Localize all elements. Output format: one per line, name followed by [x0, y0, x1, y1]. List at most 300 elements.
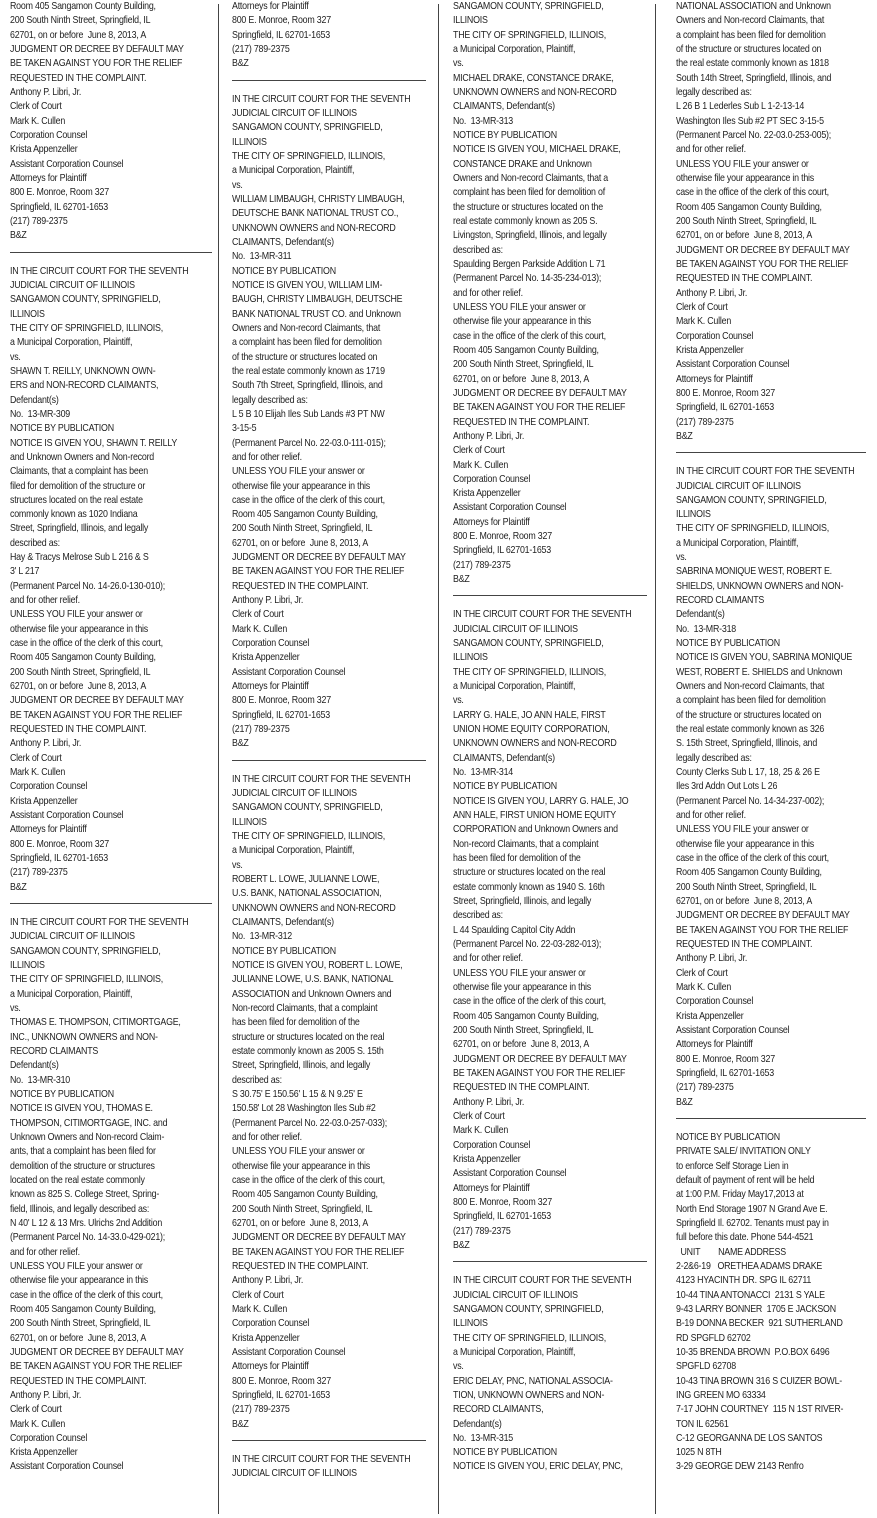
notice-line: vs.	[676, 552, 687, 564]
notice-line: NOTICE BY PUBLICATION	[453, 781, 557, 793]
notice-line: UNKNOWN OWNERS and NON-RECORD	[453, 738, 617, 750]
notice-line: Livingston, Springfield, Illinois, and legally	[453, 230, 607, 242]
notice-line: Unknown Owners and Non-record Claim-	[10, 1131, 165, 1143]
notice-line: Iles 3rd Addn Out Lots L 26	[676, 781, 778, 793]
notice-line: Anthony P. Libri, Jr.	[676, 953, 748, 965]
notice-line: Krista Appenzeller	[232, 652, 300, 664]
notice-line: 800 E. Monroe, Room 327	[232, 15, 331, 27]
notice-line: otherwise file your appearance in this	[676, 838, 815, 850]
notice-line: JUDGMENT OR DECREE BY DEFAULT MAY	[10, 695, 184, 707]
notice-line: JUDICIAL CIRCUIT OF ILLINOIS	[232, 107, 357, 119]
notice-line: a Municipal Corporation, Plaintiff,	[676, 537, 799, 549]
notice-divider	[676, 452, 866, 453]
notice-line: UNION HOME EQUITY CORPORATION,	[453, 724, 610, 736]
notice-line: NOTICE IS GIVEN YOU, LARRY G. HALE, JO	[453, 795, 629, 807]
notice-line: UNLESS YOU FILE your answer or	[232, 1146, 365, 1158]
notice-line: Krista Appenzeller	[676, 344, 744, 356]
notice-line: JUDGMENT OR DECREE BY DEFAULT MAY	[453, 387, 627, 399]
notice-line: Assistant Corporation Counsel	[453, 1168, 567, 1180]
notice-line: South 14th Street, Springfield, Illinois, and	[676, 72, 832, 84]
notice-line: described as:	[453, 244, 503, 256]
notice-line: L 5 B 10 Elijah Iles Sub Lands #3 PT NW	[232, 408, 385, 420]
notice-line: 800 E. Monroe, Room 327	[10, 187, 109, 199]
notice-line: IN THE CIRCUIT COURT FOR THE SEVENTH	[232, 1453, 411, 1465]
notice-line: No. 13-MR-314	[453, 767, 513, 779]
notice-line: JUDGMENT OR DECREE BY DEFAULT MAY	[676, 910, 850, 922]
notice-line: 62701, on or before June 8, 2013, A	[10, 1332, 147, 1344]
notice-line: 62701, on or before June 8, 2013, A	[232, 1217, 369, 1229]
notice-line: JUDICIAL CIRCUIT OF ILLINOIS	[232, 1468, 357, 1480]
notice-line: filed for demolition of the structure or	[10, 480, 146, 492]
notice-line: 62701, on or before June 8, 2013, A	[676, 896, 813, 908]
notice-line: (Permanent Parcel No. 22-03.0-111-015);	[232, 437, 386, 449]
notice-line: Krista Appenzeller	[232, 1332, 300, 1344]
notice-line: Attorneys for Plaintiff	[676, 1039, 753, 1051]
notice-line: Defendant(s)	[10, 1060, 59, 1072]
notice-line: RD SPGFLD 62702	[676, 1332, 751, 1344]
notice-line: case in the office of the clerk of this court,	[676, 187, 829, 199]
notice-line: Clerk of Court	[10, 752, 62, 764]
notice-line: case in the office of the clerk of this court,	[10, 638, 163, 650]
notice-line: (217) 789-2375	[453, 1225, 511, 1237]
legal-notice	[232, 1453, 426, 1482]
notice-line: 800 E. Monroe, Room 327	[676, 387, 775, 399]
notice-line: No. 13-MR-309	[10, 408, 70, 420]
notice-line: SANGAMON COUNTY, SPRINGFIELD,	[10, 294, 161, 306]
notice-line: Springfield, IL 62701-1653	[676, 402, 774, 414]
notice-line: Attorneys for Plaintiff	[676, 373, 753, 385]
notice-line: JULIANNE LOWE, U.S. BANK, NATIONAL	[232, 974, 394, 986]
notice-line: 800 E. Monroe, Room 327	[232, 1375, 331, 1387]
notice-line: Krista Appenzeller	[453, 488, 521, 500]
notice-line: ERIC DELAY, PNC, NATIONAL ASSOCIA-	[453, 1375, 613, 1387]
notice-line: Anthony P. Libri, Jr.	[10, 86, 82, 98]
notice-line: B&Z	[453, 574, 470, 586]
notice-line: vs.	[232, 179, 243, 191]
notice-divider	[232, 760, 426, 761]
notice-line: 62701, on or before June 8, 2013, A	[676, 230, 813, 242]
notice-line: and for other relief.	[10, 595, 80, 607]
notice-line: otherwise file your appearance in this	[10, 623, 149, 635]
notice-line: Attorneys for Plaintiff	[232, 1, 309, 12]
notice-line: 62701, on or before June 8, 2013, A	[10, 29, 147, 41]
notice-line: South 7th Street, Springfield, Illinois, and	[232, 380, 383, 392]
notice-line: REQUESTED IN THE COMPLAINT.	[453, 416, 590, 428]
notice-line: Corporation Counsel	[232, 638, 310, 650]
notice-line: case in the office of the clerk of this court,	[676, 853, 829, 865]
notice-line: Assistant Corporation Counsel	[10, 1461, 124, 1473]
notice-line: Street, Springfield, Illinois, and legally	[232, 1060, 371, 1072]
notice-line: REQUESTED IN THE COMPLAINT.	[453, 1082, 590, 1094]
column-3	[453, 0, 647, 1518]
notice-line: Assistant Corporation Counsel	[10, 158, 124, 170]
notice-line: SANGAMON COUNTY, SPRINGFIELD,	[232, 122, 383, 134]
notice-line: (217) 789-2375	[676, 1082, 734, 1094]
notice-line: NOTICE BY PUBLICATION	[232, 945, 336, 957]
notice-line: REQUESTED IN THE COMPLAINT.	[676, 273, 813, 285]
notice-line: Anthony P. Libri, Jr.	[676, 287, 748, 299]
notice-line: ILLINOIS	[232, 136, 267, 148]
legal-notice	[10, 265, 212, 895]
notice-line: IN THE CIRCUIT COURT FOR THE SEVENTH	[453, 1275, 632, 1287]
notice-line: Owners and Non-record Claimants, that a	[453, 172, 609, 184]
notice-line: ILLINOIS	[453, 652, 488, 664]
notice-line: and for other relief.	[453, 953, 523, 965]
notice-line: IN THE CIRCUIT COURT FOR THE SEVENTH	[232, 93, 411, 105]
notice-line: commonly known as 1020 Indiana	[10, 509, 138, 521]
notice-line: and for other relief.	[10, 1246, 80, 1258]
notice-line: vs.	[10, 351, 21, 363]
notice-line: estate commonly known as 1940 S. 16th	[453, 881, 605, 893]
notice-line: described as:	[10, 537, 60, 549]
notice-line: JUDICIAL CIRCUIT OF ILLINOIS	[232, 788, 357, 800]
notice-divider	[453, 1261, 647, 1262]
notice-line: BE TAKEN AGAINST YOU FOR THE RELIEF	[232, 1246, 405, 1258]
legal-notice	[10, 916, 212, 1475]
column-divider	[655, 4, 656, 1514]
notice-line: JUDICIAL CIRCUIT OF ILLINOIS	[10, 931, 135, 943]
notice-line: and for other relief.	[232, 451, 302, 463]
notice-line: REQUESTED IN THE COMPLAINT.	[10, 724, 147, 736]
notice-line: 1025 N 8TH	[676, 1447, 722, 1459]
notice-line: to enforce Self Storage Lien in	[676, 1160, 789, 1172]
notice-line: Clerk of Court	[10, 1404, 62, 1416]
column-1	[10, 0, 212, 1518]
notice-line: 200 South Ninth Street, Springfield, IL	[453, 1024, 594, 1036]
notice-line: Corporation Counsel	[676, 996, 754, 1008]
notice-line: Mark K. Cullen	[232, 623, 288, 635]
legal-notice	[232, 0, 426, 72]
notice-line: Assistant Corporation Counsel	[676, 359, 790, 371]
notice-line: NOTICE IS GIVEN YOU, ROBERT L. LOWE,	[232, 960, 403, 971]
notice-line: DEUTSCHE BANK NATIONAL TRUST CO.,	[232, 208, 399, 220]
legal-notice	[676, 1131, 866, 1475]
notice-line: Room 405 Sangamon County Building,	[10, 652, 156, 664]
notice-line: (217) 789-2375	[232, 43, 290, 55]
notice-line: a complaint has been filed for demolition	[232, 337, 382, 349]
legal-notice	[453, 608, 647, 1253]
notice-line: the real estate commonly known as 1818	[676, 58, 829, 70]
notice-line: a Municipal Corporation, Plaintiff,	[453, 1346, 576, 1358]
notice-line: NOTICE BY PUBLICATION	[232, 265, 336, 277]
notice-line: 200 South Ninth Street, Springfield, IL	[676, 215, 817, 227]
notice-line: full before this date. Phone 544-4521	[676, 1232, 814, 1244]
notice-line: UNKNOWN OWNERS and NON-RECORD	[232, 222, 396, 234]
notice-line: BE TAKEN AGAINST YOU FOR THE RELIEF	[232, 566, 405, 578]
notice-line: No. 13-MR-315	[453, 1432, 513, 1444]
notice-line: CLAIMANTS, Defendant(s)	[232, 236, 334, 248]
notice-line: estate commonly known as 2005 S. 15th	[232, 1045, 384, 1057]
notice-line: (217) 789-2375	[676, 416, 734, 428]
notice-line: 200 South Ninth Street, Springfield, IL	[10, 1318, 151, 1330]
notice-line: UNLESS YOU FILE your answer or	[453, 967, 586, 979]
notice-line: 200 South Ninth Street, Springfield, IL	[453, 359, 594, 371]
notice-line: located on the real estate commonly	[10, 1174, 145, 1186]
notice-line: S 30.75' E 150.56' L 15 & N 9.25' E	[232, 1088, 363, 1100]
notice-line: Corporation Counsel	[453, 473, 531, 485]
notice-line: Attorneys for Plaintiff	[453, 1182, 530, 1194]
notice-line: a complaint has been filed for demolition	[676, 695, 826, 707]
notice-line: BE TAKEN AGAINST YOU FOR THE RELIEF	[453, 1067, 626, 1079]
notice-line: JUDICIAL CIRCUIT OF ILLINOIS	[10, 279, 135, 291]
notice-line: Owners and Non-record Claimants, that	[232, 322, 381, 334]
notice-line: otherwise file your appearance in this	[10, 1275, 149, 1287]
notice-line: JUDICIAL CIRCUIT OF ILLINOIS	[453, 1289, 578, 1301]
notice-line: No. 13-MR-313	[453, 115, 513, 127]
notice-line: BE TAKEN AGAINST YOU FOR THE RELIEF	[676, 258, 849, 270]
notice-line: Anthony P. Libri, Jr.	[10, 1389, 82, 1401]
notice-line: has been filed for demolition of the	[232, 1017, 360, 1029]
notice-line: SPGFLD 62708	[676, 1361, 736, 1373]
notice-line: ILLINOIS	[232, 816, 267, 828]
notice-line: (217) 789-2375	[232, 724, 290, 736]
notice-line: the structure or structures located on the	[453, 201, 603, 213]
notice-line: JUDGMENT OR DECREE BY DEFAULT MAY	[10, 1346, 184, 1358]
notice-line: THE CITY OF SPRINGFIELD, ILLINOIS,	[10, 322, 163, 334]
notice-line: a Municipal Corporation, Plaintiff,	[453, 681, 576, 693]
notice-line: SANGAMON COUNTY, SPRINGFIELD,	[453, 1303, 604, 1315]
notice-line: REQUESTED IN THE COMPLAINT.	[232, 580, 369, 592]
notice-line: B-19 DONNA BECKER 921 SUTHERLAND	[676, 1318, 843, 1330]
notice-line: UNLESS YOU FILE your answer or	[453, 301, 586, 313]
notice-line: Springfield, IL 62701-1653	[453, 545, 551, 557]
notice-line: of the structure or structures located on	[676, 709, 822, 721]
notice-line: Corporation Counsel	[676, 330, 754, 342]
legal-notice	[232, 773, 426, 1432]
notice-line: 9-43 LARRY BONNER 1705 E JACKSON	[676, 1303, 836, 1315]
notice-divider	[232, 1440, 426, 1441]
notice-line: Anthony P. Libri, Jr.	[10, 738, 82, 750]
notice-line: ANN HALE, FIRST UNION HOME EQUITY	[453, 810, 616, 822]
notice-line: Room 405 Sangamon County Building,	[453, 344, 599, 356]
notice-line: ILLINOIS	[453, 15, 488, 27]
notice-line: Attorneys for Plaintiff	[232, 681, 309, 693]
notice-line: BE TAKEN AGAINST YOU FOR THE RELIEF	[10, 1361, 183, 1373]
notice-line: Non-record Claimants, that a complaint	[453, 838, 599, 850]
notice-line: ERS and NON-RECORD CLAIMANTS,	[10, 380, 159, 392]
notice-line: RECORD CLAIMANTS	[676, 595, 765, 607]
notice-line: NOTICE BY PUBLICATION	[676, 638, 780, 650]
notice-line: Clerk of Court	[453, 445, 505, 457]
notice-line: (Permanent Parcel No. 14-35-234-013);	[453, 273, 602, 285]
notice-line: JUDGMENT OR DECREE BY DEFAULT MAY	[232, 1232, 406, 1244]
notice-line: ROBERT L. LOWE, JULIANNE LOWE,	[232, 874, 380, 886]
notice-line: structures located on the real estate	[10, 494, 143, 506]
notice-line: B&Z	[232, 58, 249, 70]
notice-line: (217) 789-2375	[232, 1404, 290, 1416]
notice-line: ILLINOIS	[453, 1318, 488, 1330]
notice-line: Room 405 Sangamon County Building,	[676, 867, 822, 879]
legal-notice	[676, 465, 866, 1110]
notice-line: otherwise file your appearance in this	[453, 981, 592, 993]
notice-line: (217) 789-2375	[10, 867, 68, 879]
notice-line: ILLINOIS	[10, 960, 45, 971]
notice-line: Clerk of Court	[453, 1110, 505, 1122]
notice-line: THE CITY OF SPRINGFIELD, ILLINOIS,	[232, 150, 385, 162]
notice-line: JUDICIAL CIRCUIT OF ILLINOIS	[453, 623, 578, 635]
notice-line: Room 405 Sangamon County Building,	[453, 1010, 599, 1022]
notice-line: NOTICE BY PUBLICATION	[453, 129, 557, 141]
notice-line: (Permanent Parcel No. 14-26.0-130-010);	[10, 580, 166, 592]
notice-line: U.S. BANK, NATIONAL ASSOCIATION,	[232, 888, 382, 900]
notice-line: of the structure or structures located on	[232, 351, 378, 363]
notice-line: otherwise file your appearance in this	[232, 1160, 371, 1172]
notice-line: legally described as:	[232, 394, 308, 406]
notice-line: CONSTANCE DRAKE and Unknown	[453, 158, 592, 170]
column-divider	[438, 4, 439, 1514]
notice-line: NOTICE IS GIVEN YOU, ERIC DELAY, PNC,	[453, 1461, 623, 1473]
notice-line: case in the office of the clerk of this court,	[453, 330, 606, 342]
notice-line: Owners and Non-record Claimants, that	[676, 15, 825, 27]
notice-line: BE TAKEN AGAINST YOU FOR THE RELIEF	[10, 709, 183, 721]
notice-line: (Permanent Parcel No. 22-03.0-253-005);	[676, 129, 832, 141]
notice-line: field, Illinois, and legally described as:	[10, 1203, 150, 1215]
notice-line: has been filed for demolition of the	[453, 853, 581, 865]
column-divider	[218, 4, 219, 1514]
notice-line: UNLESS YOU FILE your answer or	[10, 1260, 143, 1272]
notice-line: Springfield, IL 62701-1653	[10, 853, 108, 865]
notice-line: REQUESTED IN THE COMPLAINT.	[676, 939, 813, 950]
notice-line: UNLESS YOU FILE your answer or	[10, 609, 143, 621]
notice-line: described as:	[232, 1074, 282, 1086]
notice-line: SHAWN T. REILLY, UNKNOWN OWN-	[10, 365, 156, 377]
notice-line: Clerk of Court	[232, 1289, 284, 1301]
notice-line: Street, Springfield, Illinois, and legally	[10, 523, 149, 535]
notice-line: at 1:00 P.M. Friday May17,2013 at	[676, 1189, 804, 1201]
notice-line: Defendant(s)	[10, 394, 59, 406]
notice-line: and for other relief.	[676, 144, 746, 156]
notice-line: Mark K. Cullen	[676, 316, 732, 328]
notice-line: No. 13-MR-310	[10, 1074, 70, 1086]
notice-line: Anthony P. Libri, Jr.	[232, 1275, 304, 1287]
notice-line: Springfield, IL 62701-1653	[232, 709, 330, 721]
notice-line: B&Z	[232, 738, 249, 750]
notice-line: JUDGMENT OR DECREE BY DEFAULT MAY	[676, 244, 850, 256]
notice-line: NOTICE BY PUBLICATION	[676, 1131, 780, 1143]
notice-line: Springfield, IL 62701-1653	[10, 201, 108, 213]
notice-line: REQUESTED IN THE COMPLAINT.	[232, 1260, 369, 1272]
notice-line: 800 E. Monroe, Room 327	[232, 695, 331, 707]
notice-divider	[676, 1118, 866, 1119]
notice-line: (Permanent Parcel No. 14-34-237-002);	[676, 795, 825, 807]
notice-divider	[453, 595, 647, 596]
notice-line: Krista Appenzeller	[10, 795, 78, 807]
notice-line: (Permanent Parcel No. 22-03.0-257-033);	[232, 1117, 388, 1129]
notice-line: Mark K. Cullen	[10, 1418, 66, 1430]
notice-line: INC., UNKNOWN OWNERS and NON-	[10, 1031, 158, 1043]
notice-line: vs.	[232, 859, 243, 871]
notice-line: UNIT NAME ADDRESS	[676, 1246, 786, 1258]
notice-line: SABRINA MONIQUE WEST, ROBERT E.	[676, 566, 832, 578]
notice-line: vs.	[453, 695, 464, 707]
notice-line: Mark K. Cullen	[453, 1125, 509, 1137]
notice-line: Attorneys for Plaintiff	[10, 172, 87, 184]
notice-line: THE CITY OF SPRINGFIELD, ILLINOIS,	[676, 523, 829, 535]
notice-line: B&Z	[453, 1239, 470, 1251]
notice-line: ASSOCIATION and Unknown Owners and	[232, 988, 392, 1000]
notice-line: 10-44 TINA ANTONACCI 2131 S YALE	[676, 1289, 825, 1301]
notice-line: North End Storage 1907 N Grand Ave E.	[676, 1203, 828, 1215]
notice-line: Room 405 Sangamon County Building,	[10, 1303, 156, 1315]
notice-line: a complaint has been filed for demolition	[676, 29, 826, 41]
notice-line: BE TAKEN AGAINST YOU FOR THE RELIEF	[453, 402, 626, 414]
notice-line: 200 South Ninth Street, Springfield, IL	[10, 666, 151, 678]
notice-line: Clerk of Court	[676, 967, 728, 979]
notice-line: Mark K. Cullen	[453, 459, 509, 471]
notice-line: (Permanent Parcel No. 14-33.0-429-021);	[10, 1232, 166, 1244]
notice-line: NOTICE IS GIVEN YOU, SABRINA MONIQUE	[676, 652, 853, 664]
notice-line: Springfield, IL 62701-1653	[232, 1389, 330, 1401]
notice-line: vs.	[453, 58, 464, 70]
notice-line: the real estate commonly known as 326	[676, 724, 825, 736]
notice-line: Mark K. Cullen	[10, 767, 66, 779]
notice-line: UNKNOWN OWNERS and NON-RECORD	[232, 902, 396, 914]
notice-line: Hay & Tracys Melrose Sub L 216 & S	[10, 552, 149, 564]
notice-line: 10-35 BRENDA BROWN P.O.BOX 6496	[676, 1346, 830, 1358]
notice-line: N 40' L 12 & 13 Mrs. Ulrichs 2nd Addition	[10, 1217, 163, 1229]
notice-line: otherwise file your appearance in this	[453, 316, 592, 328]
notice-line: THOMPSON, CITIMORTGAGE, INC. and	[10, 1117, 168, 1129]
notice-line: THE CITY OF SPRINGFIELD, ILLINOIS,	[453, 29, 606, 41]
notice-line: THE CITY OF SPRINGFIELD, ILLINOIS,	[10, 974, 163, 986]
notice-line: default of payment of rent will be held	[676, 1174, 815, 1186]
notice-line: Street, Springfield, Illinois, and legally	[453, 896, 592, 908]
notice-line: CORPORATION and Unknown Owners and	[453, 824, 618, 836]
notice-line: 200 South Ninth Street, Springfield, IL	[232, 1203, 373, 1215]
notice-line: Springfield, IL 62701-1653	[453, 1211, 551, 1223]
notice-line: Krista Appenzeller	[676, 1010, 744, 1022]
notice-line: Assistant Corporation Counsel	[232, 666, 346, 678]
notice-line: case in the office of the clerk of this court,	[232, 1174, 385, 1186]
notice-line: Corporation Counsel	[10, 781, 88, 793]
notice-line: 3-29 GEORGE DEW 2143 Renfro	[676, 1461, 804, 1473]
notice-line: UNLESS YOU FILE your answer or	[676, 158, 809, 170]
notice-line: TON IL 62561	[676, 1418, 729, 1430]
notice-line: Attorneys for Plaintiff	[453, 516, 530, 528]
notice-line: Attorneys for Plaintiff	[10, 824, 87, 836]
notice-line: 200 South Ninth Street, Springfield, IL	[232, 523, 373, 535]
notice-line: Corporation Counsel	[10, 1432, 88, 1444]
notice-line: 200 South Ninth Street, Springfield, IL	[676, 881, 817, 893]
notice-line: NATIONAL ASSOCIATION and Unknown	[676, 1, 831, 12]
notice-line: 3' L 217	[10, 566, 40, 578]
notice-line: and Unknown Owners and Non-record	[10, 451, 155, 463]
notice-line: legally described as:	[676, 86, 752, 98]
notice-line: THOMAS E. THOMPSON, CITIMORTGAGE,	[10, 1017, 181, 1029]
notice-line: Anthony P. Libri, Jr.	[453, 430, 525, 442]
notice-line: SANGAMON COUNTY, SPRINGFIELD,	[453, 638, 604, 650]
notice-line: and for other relief.	[676, 810, 746, 822]
notice-line: C-12 GEORGANNA DE LOS SANTOS	[676, 1432, 823, 1444]
notice-line: JUDGMENT OR DECREE BY DEFAULT MAY	[232, 552, 406, 564]
notice-line: Non-record Claimants, that a complaint	[232, 1002, 378, 1014]
notice-line: Room 405 Sangamon County Building,	[676, 201, 822, 213]
notice-line: L 44 Spaulding Capitol City Addn	[453, 924, 576, 936]
notice-line: 800 E. Monroe, Room 327	[10, 838, 109, 850]
notice-line: Corporation Counsel	[10, 129, 88, 141]
notice-line: TION, UNKNOWN OWNERS and NON-	[453, 1389, 605, 1401]
notice-line: Room 405 Sangamon County Building,	[232, 1189, 378, 1201]
notice-line: WEST, ROBERT E. SHIELDS and Unknown	[676, 666, 843, 678]
notice-line: JUDGMENT OR DECREE BY DEFAULT MAY	[10, 43, 184, 55]
notice-line: No. 13-MR-312	[232, 931, 292, 943]
notice-line: SANGAMON COUNTY, SPRINGFIELD,	[232, 802, 383, 814]
notice-line: PRIVATE SALE/ INVITATION ONLY	[676, 1146, 811, 1158]
legal-notice	[453, 0, 647, 587]
notice-line: a Municipal Corporation, Plaintiff,	[10, 988, 133, 1000]
notice-line: Claimants, that a complaint has been	[10, 466, 148, 478]
notice-line: Room 405 Sangamon County Building,	[232, 509, 378, 521]
